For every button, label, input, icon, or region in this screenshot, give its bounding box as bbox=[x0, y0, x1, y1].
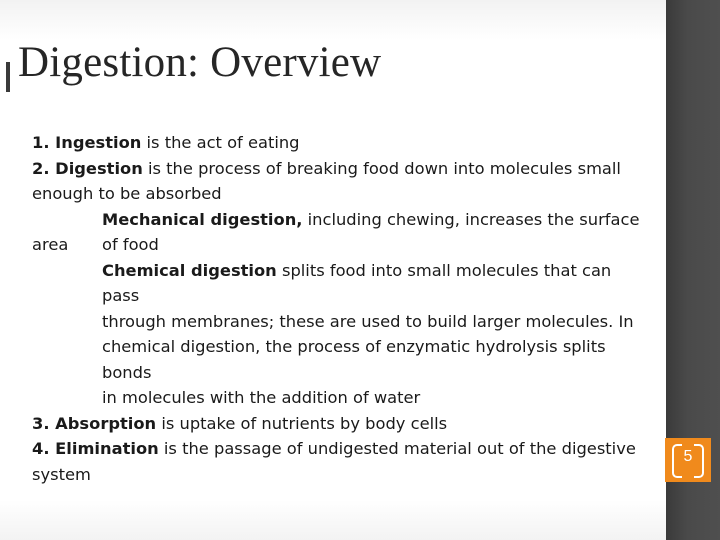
term-absorption: 3. Absorption bbox=[32, 413, 157, 433]
text-mechanical-cont: of food bbox=[102, 235, 159, 254]
text-digestion: is the process of breaking food down into molecules small bbox=[142, 158, 621, 178]
page-number-badge bbox=[665, 438, 711, 482]
text-mechanical: including chewing, increases the surface bbox=[302, 209, 640, 229]
list-item-digestion bbox=[32, 156, 647, 182]
list-item-elimination-cont: system bbox=[32, 464, 91, 484]
text-mechanical-lead: area bbox=[32, 235, 69, 254]
term-elimination: 4. Elimination bbox=[32, 439, 159, 458]
text-ingestion: is the act of eating bbox=[141, 133, 300, 152]
text-absorption: is uptake of nutrients by body cells bbox=[156, 413, 448, 433]
sub-item-chemical-line4: in molecules with the addition of water bbox=[102, 388, 421, 407]
sub-item-chemical bbox=[32, 258, 647, 309]
page-number: 5 bbox=[683, 448, 693, 465]
term-chemical: Chemical digestion bbox=[102, 260, 277, 280]
term-ingestion: 1. Ingestion bbox=[32, 133, 142, 152]
text-chemical: splits food into small molecules that can pass bbox=[102, 260, 612, 305]
sub-item-mechanical bbox=[32, 207, 647, 233]
term-digestion: 2. Digestion bbox=[32, 158, 143, 178]
slide-title: Digestion: Overview bbox=[18, 39, 382, 86]
list-item-elimination bbox=[32, 436, 647, 462]
slide-body bbox=[32, 130, 647, 487]
title-marker bbox=[6, 62, 10, 92]
list-item-ingestion bbox=[32, 130, 647, 156]
list-item-absorption bbox=[32, 411, 647, 437]
sub-item-chemical-line2: through membranes; these are used to build larger molecules. In bbox=[102, 311, 634, 331]
sub-item-chemical-line3: chemical digestion, the process of enzymatic hydrolysis splits bonds bbox=[102, 337, 606, 382]
list-item-digestion-cont: enough to be absorbed bbox=[32, 184, 222, 203]
sub-item-mechanical-cont bbox=[32, 232, 647, 258]
term-mechanical: Mechanical digestion, bbox=[102, 209, 303, 229]
text-elimination: is the passage of undigested material out of the digestive bbox=[158, 439, 636, 458]
